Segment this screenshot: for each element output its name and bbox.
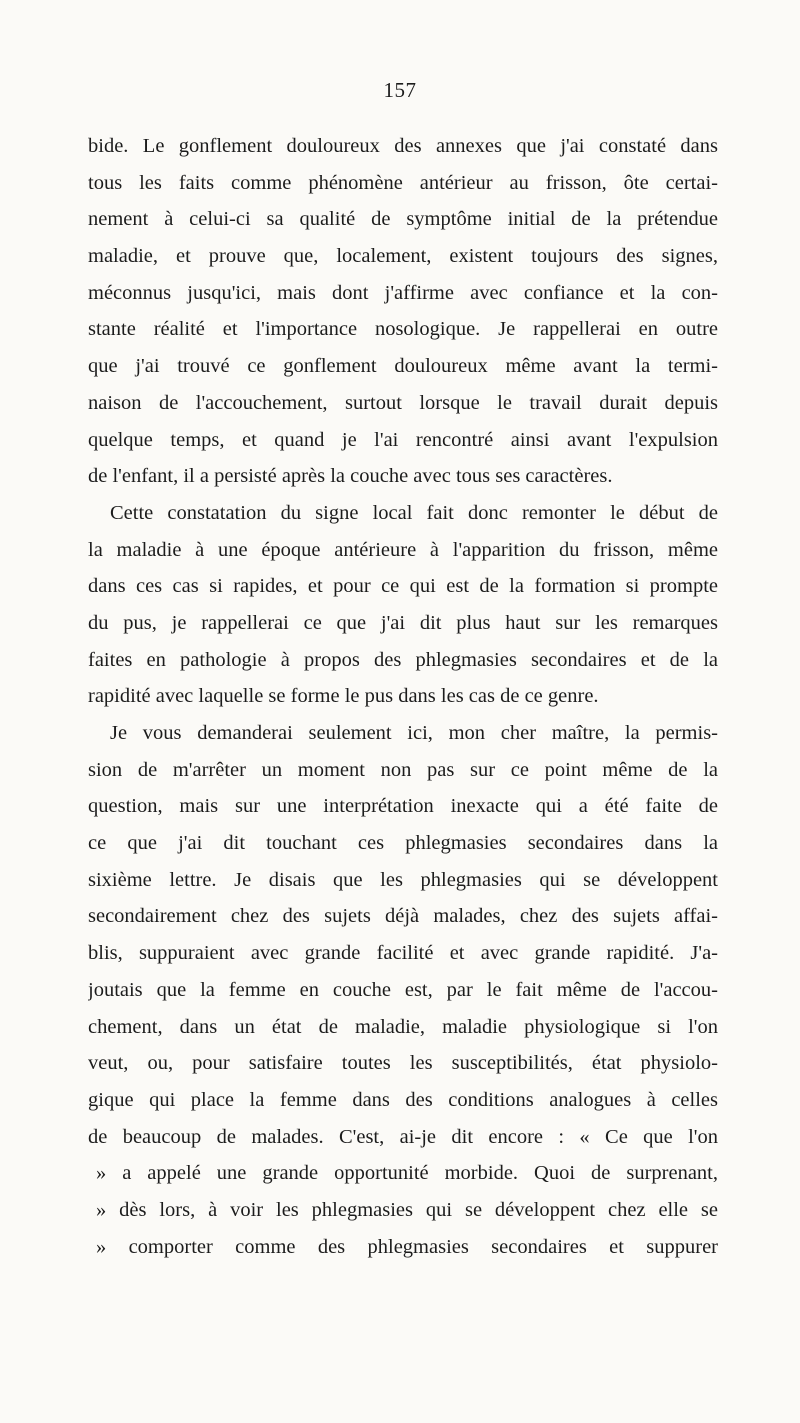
text-line: bide. Le gonflement douloureux des annexes que j'ai constaté dans [88,135,718,157]
text-line: de l'enfant, il a persisté après la couche avec tous ses caractères. [88,465,613,488]
text-line: du pus, je rappellerai ce que j'ai dit plus haut sur les remarques [88,611,718,634]
text-line: nement à celui-ci sa qualité de symptôme initial de la prétendue [88,208,718,231]
text-line: de beaucoup de malades. C'est, ai-je dit encore : « Ce que l'on [88,1125,718,1148]
text-line: sion de m'arrêter un moment non pas sur ce point même de la [88,758,718,781]
text-line: dans ces cas si rapides, et pour ce qui est de la formation si prompte [88,575,718,598]
text-line: gique qui place la femme dans des conditions analogues à celles [88,1088,718,1111]
page-number: 157 [383,78,417,102]
text-line: Cette constatation du signe local fait donc remonter le début de [110,501,718,524]
text-line: quelque temps, et quand je l'ai rencontré ainsi avant l'expulsion [88,428,718,451]
text-line: Je vous demanderai seulement ici, mon cher maître, la permis- [110,722,718,744]
text-line: rapidité avec laquelle se forme le pus dans les cas de ce genre. [88,685,599,708]
text-line: veut, ou, pour satisfaire toutes les susceptibilités, état physiolo- [88,1052,718,1075]
text-line: blis, suppuraient avec grande facilité et avec grande rapidité. J'a- [88,942,718,965]
text-line: secondairement chez des sujets déjà malades, chez des sujets affai- [88,905,718,928]
text-line: maladie, et prouve que, localement, existent toujours des signes, [88,245,718,268]
text-line: » comporter comme des phlegmasies secondaires et suppurer [96,1235,718,1258]
text-line: tous les faits comme phénomène antérieur au frisson, ôte certai- [88,171,718,194]
text-line: chement, dans un état de maladie, maladie physiologique si l'on [88,1015,718,1038]
text-line: méconnus jusqu'ici, mais dont j'affirme avec confiance et la con- [88,281,718,304]
text-line: stante réalité et l'importance nosologique. Je rappellerai en outre [88,318,718,341]
text-line: ce que j'ai dit touchant ces phlegmasies secondaires dans la [88,832,718,855]
text-line: question, mais sur une interprétation inexacte qui a été faite de [88,795,718,818]
body-text [88,128,718,1265]
text-line: joutais que la femme en couche est, par le fait même de l'accou- [88,978,718,1001]
text-line: que j'ai trouvé ce gonflement douloureux même avant la termi- [88,355,718,378]
text-line: » dès lors, à voir les phlegmasies qui se développent chez elle se [96,1198,718,1221]
text-line: faites en pathologie à propos des phlegmasies secondaires et de la [88,648,718,671]
text-line: » a appelé une grande opportunité morbide. Quoi de surprenant, [96,1162,718,1185]
text-line: naison de l'accouchement, surtout lorsque le travail durait depuis [88,391,718,414]
text-line: la maladie à une époque antérieure à l'apparition du frisson, même [88,538,718,561]
text-line: sixième lettre. Je disais que les phlegmasies qui se développent [88,868,718,891]
